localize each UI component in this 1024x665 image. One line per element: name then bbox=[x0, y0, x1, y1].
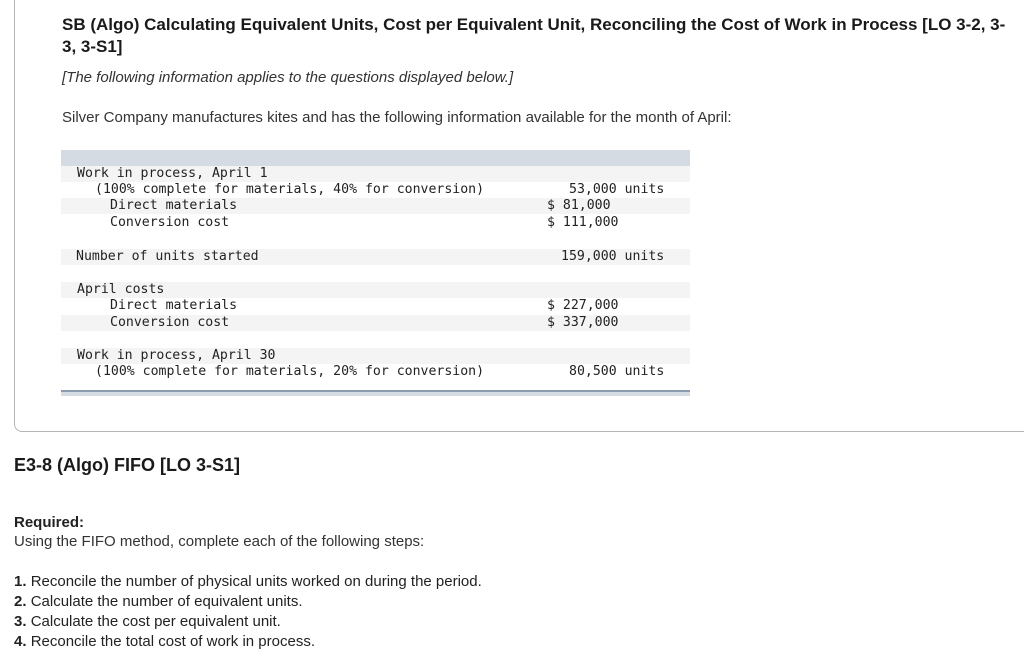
info-note: [The following information applies to the questions displayed below.] bbox=[62, 69, 514, 86]
wip-begin-cc-label: Conversion cost bbox=[110, 215, 230, 230]
list-item bbox=[14, 632, 482, 652]
step-text: Reconcile the total cost of work in process. bbox=[30, 633, 315, 650]
april-cc-label: Conversion cost bbox=[110, 315, 230, 330]
list-item bbox=[14, 572, 482, 592]
april-dm-label: Direct materials bbox=[110, 298, 238, 313]
wip-end-completion: (100% complete for materials, 20% for conversion) bbox=[95, 364, 485, 379]
list-item bbox=[14, 592, 482, 612]
april-costs-label: April costs bbox=[77, 282, 165, 297]
wip-end-label: Work in process, April 30 bbox=[77, 348, 276, 363]
step-number: 1. bbox=[14, 573, 27, 590]
wip-begin-dm-value: $ 81,000 bbox=[547, 198, 611, 213]
table-footer-band bbox=[61, 390, 690, 396]
wip-begin-completion: (100% complete for materials, 40% for conversion) bbox=[95, 182, 485, 197]
list-item bbox=[14, 612, 482, 632]
april-dm-value: $ 227,000 bbox=[547, 298, 619, 313]
step-number: 3. bbox=[14, 613, 27, 630]
wip-begin-label: Work in process, April 1 bbox=[77, 166, 268, 181]
wip-begin-dm-label: Direct materials bbox=[110, 198, 238, 213]
step-text: Calculate the number of equivalent units. bbox=[30, 593, 303, 610]
units-started-label: Number of units started bbox=[76, 249, 259, 264]
section-heading: E3-8 (Algo) FIFO [LO 3-S1] bbox=[14, 455, 241, 475]
steps-list bbox=[14, 572, 482, 652]
required-text: Using the FIFO method, complete each of the following steps: bbox=[14, 533, 425, 550]
required-label: Required: bbox=[14, 514, 85, 531]
intro-text: Silver Company manufactures kites and has the following information available for the month of April: bbox=[62, 109, 732, 126]
problem-title: SB (Algo) Calculating Equivalent Units, Cost per Equivalent Unit, Reconciling the Cost of Work in Process [LO 3-2, 3-3, 3-S1] bbox=[62, 15, 1006, 56]
units-started-value: 159,000 units bbox=[561, 249, 665, 264]
step-number: 4. bbox=[14, 633, 27, 650]
cost-data-table bbox=[61, 150, 690, 396]
step-text: Reconcile the number of physical units worked on during the period. bbox=[30, 573, 482, 590]
wip-begin-cc-value: $ 111,000 bbox=[547, 215, 619, 230]
wip-end-units: 80,500 units bbox=[569, 364, 665, 379]
step-number: 2. bbox=[14, 593, 27, 610]
step-text: Calculate the cost per equivalent unit. bbox=[30, 613, 281, 630]
april-cc-value: $ 337,000 bbox=[547, 315, 619, 330]
wip-begin-units: 53,000 units bbox=[569, 182, 665, 197]
table-header-band bbox=[61, 150, 690, 166]
